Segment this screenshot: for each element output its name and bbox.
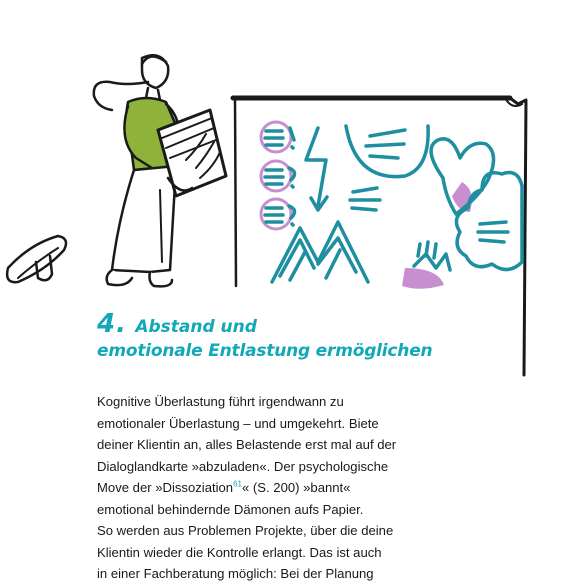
body-line: Kognitive Überlastung führt irgendwann zu [97,394,344,409]
body-line: Klientin wieder die Kontrolle erlangt. Das ist auch [97,544,382,560]
body-line: in einer Fachberatung möglich: Bei der Planung [97,566,374,581]
body-line: emotional behindernde Dämonen aufs Papier. [97,501,364,517]
body-paragraph [97,391,457,585]
body-line: Dialoglandkarte »abzuladen«. Der psychologische [97,458,389,474]
body-line: deiner Klientin an, alles Belastende erst mal auf der [97,437,397,452]
section-heading [97,309,433,363]
heading-line-1: Abstand und [135,317,257,337]
tape-roll-icon [7,236,66,282]
body-line: emotionaler Überlastung – und umgekehrt. Biete [97,415,379,431]
body-line: So werden aus Problemen Projekte, über die deine [97,523,394,538]
body-line [97,477,457,499]
flipchart-drawings [261,122,522,289]
footnote-marker[interactable]: 61 [233,479,242,489]
woman-figure [94,55,226,286]
body-line-part: « (S. 200) »bannt« [242,480,351,495]
heading-line-2: emotionale Entlastung ermöglichen [97,341,433,361]
body-line-part: Move der »Dissoziation [97,480,234,495]
section-number: 4. [97,309,127,339]
